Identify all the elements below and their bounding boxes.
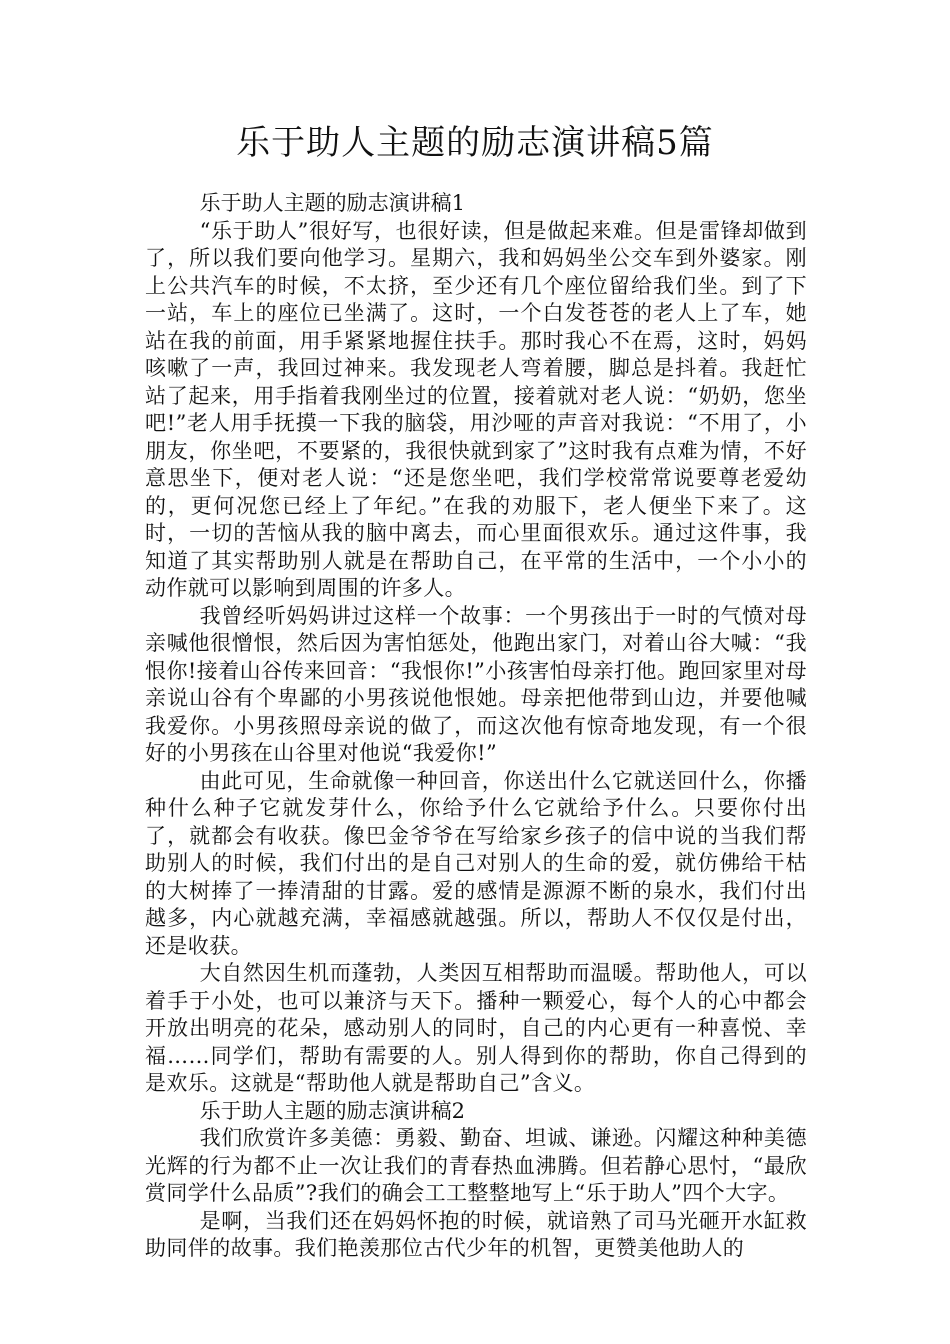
document-title: 乐于助人主题的励志演讲稿5篇 bbox=[236, 123, 714, 163]
section-subtitle: 乐于助人主题的励志演讲稿1 bbox=[199, 191, 465, 215]
paragraph: 大自然因生机而蓬勃，人类因互相帮助而温暖。帮助他人，可以着手于小处，也可以兼济与天下。播种一颗爱心，每个人的心中都会开放出明亮的花朵，感动别人的同时，自己的内心更有一种喜悦、幸福……同学们，帮助有需要的人。别人得到你的帮助，你自己得到的是欢乐。这就是“帮助他人就是帮助自己”含义。 bbox=[145, 961, 807, 1095]
paragraph: 我们欣赏许多美德：勇毅、勤奋、坦诚、谦逊。闪耀这种种美德光辉的行为都不止一次让我们的青春热血沸腾。但若静心思忖，“最欣赏同学什么品质”?我们的确会工工整整地写上“乐于助人”四个大字。 bbox=[145, 1126, 807, 1205]
paragraph: “乐于助人”很好写，也很好读，但是做起来难。但是雷锋却做到了，所以我们要向他学习。星期六，我和妈妈坐公交车到外婆家。刚上公共汽车的时候，不太挤，至少还有几个座位留给我们坐。到了下一站，车上的座位已坐满了。这时，一个白发苍苍的老人上了车，她站在我的前面，用手紧紧地握住扶手。那时我心不在焉，这时，妈妈咳嗽了一声，我回过神来。我发现老人弯着腰，脚总是抖着。我赶忙站了起来，用手指着我刚坐过的位置，接着就对老人说：“奶奶，您坐吧!”老人用手抚摸一下我的脑袋，用沙哑的声音对我说：“不用了，小朋友，你坐吧，不要紧的，我很快就到家了”这时我有点难为情，不好意思坐下，便对老人说：“还是您坐吧，我们学校常常说要尊老爱幼的，更何况您已经上了年纪。”在我的劝服下，老人便坐下来了。这时，一切的苦恼从我的脑中离去，而心里面很欢乐。通过这件事，我知道了其实帮助别人就是在帮助自己，在平常的生活中，一个小小的动作就可以影响到周围的许多人。 bbox=[145, 218, 807, 600]
paragraph: 由此可见，生命就像一种回音，你送出什么它就送回什么，你播种什么种子它就发芽什么，你给予什么它就给予什么。只要你付出了，就都会有收获。像巴金爷爷在写给家乡孩子的信中说的当我们帮助别人的时候，我们付出的是自己对别人的生命的爱，就仿佛给干枯的大树捧了一捧清甜的甘露。爱的感情是源源不断的泉水，我们付出越多，内心就越充满，幸福感就越强。所以，帮助人不仅仅是付出，还是收获。 bbox=[145, 768, 807, 958]
document-page bbox=[145, 120, 807, 1263]
section-subtitle: 乐于助人主题的励志演讲稿2 bbox=[199, 1098, 465, 1123]
paragraph: 我曾经听妈妈讲过这样一个故事：一个男孩出于一时的气愤对母亲喊他很憎恨，然后因为害怕惩处，他跑出家门，对着山谷大喊：“我恨你!接着山谷传来回音：“我恨你!”小孩害怕母亲打他。跑回家里对母亲说山谷有个卑鄙的小男孩说他恨她。母亲把他带到山边，并要他喊我爱你。小男孩照母亲说的做了，而这次他有惊奇地发现，有一个很好的小男孩在山谷里对他说“我爱你!” bbox=[145, 603, 807, 765]
paragraph: 是啊，当我们还在妈妈怀抱的时候，就谙熟了司马光砸开水缸救助同伴的故事。我们艳羡那位古代少年的机智，更赞美他助人的 bbox=[145, 1208, 807, 1260]
